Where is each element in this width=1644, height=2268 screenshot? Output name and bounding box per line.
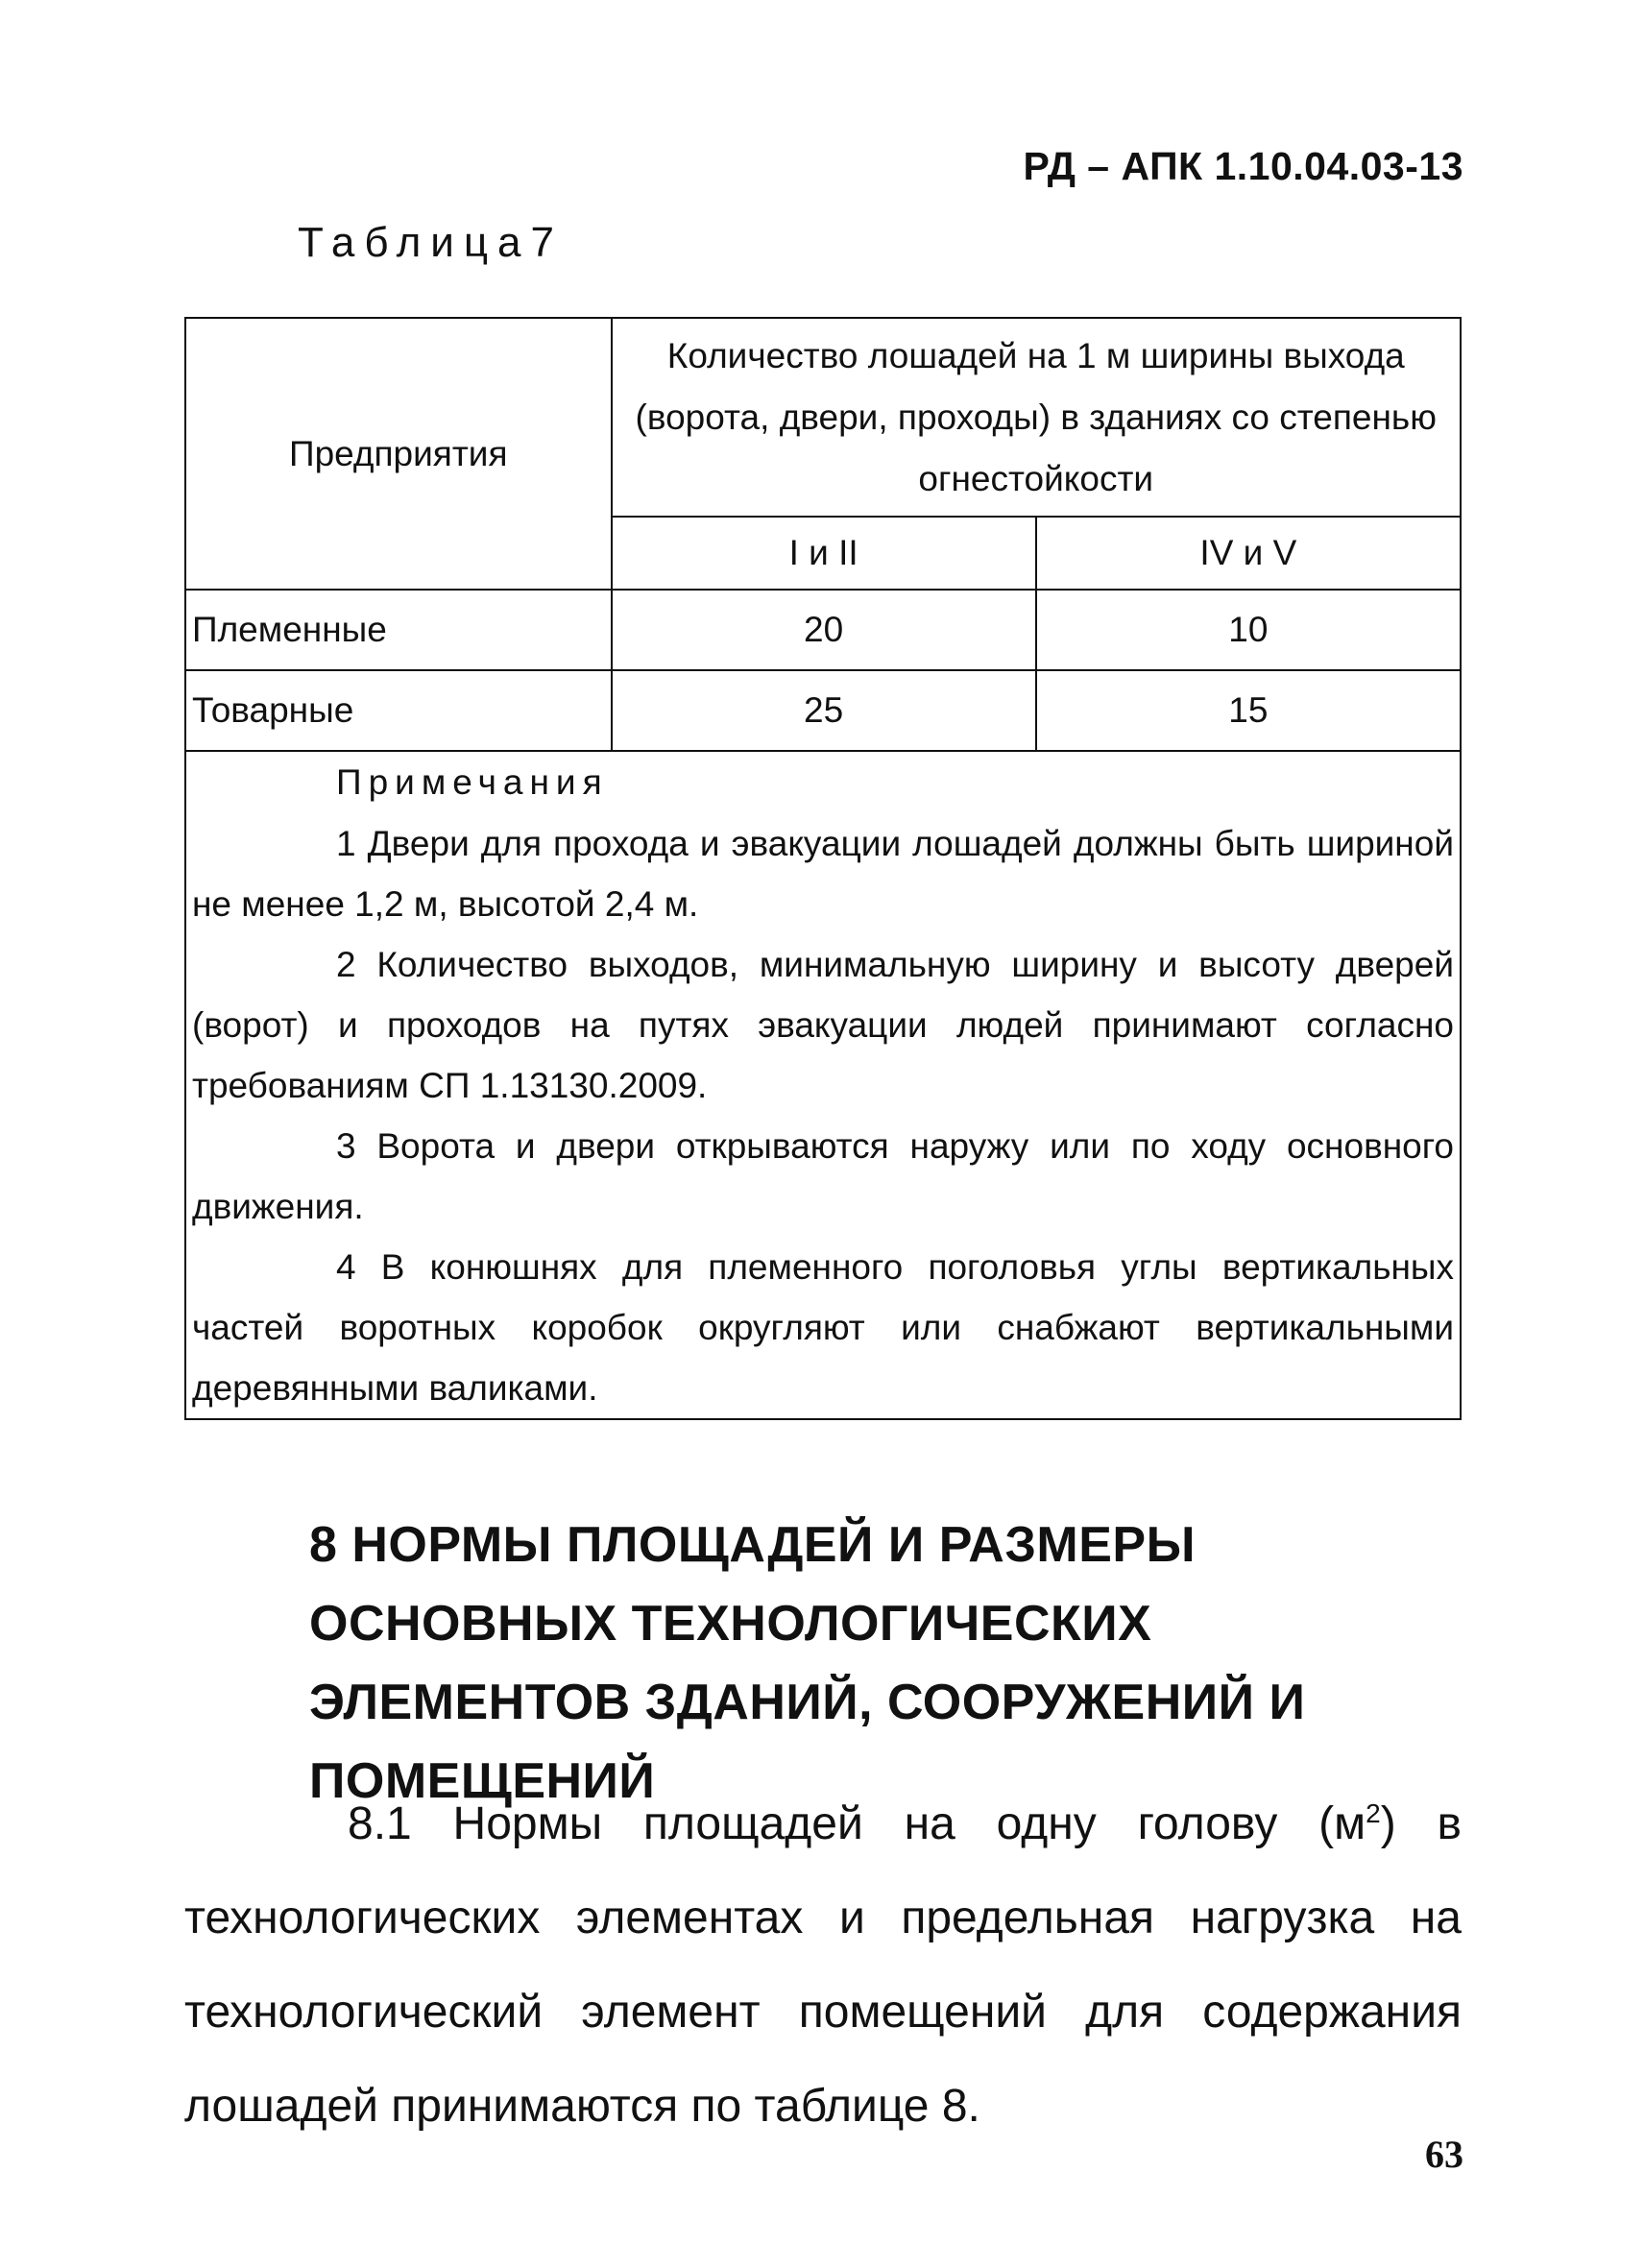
cell-value: 10 [1036, 590, 1461, 670]
header-horse-count: Количество лошадей на 1 м ширины выхода (ворота, двери, проходы) в зданиях со степенью огнестойкости [612, 318, 1462, 517]
table-row [185, 590, 1461, 670]
table-header-row [185, 318, 1461, 517]
notes-title: Примечания [336, 762, 609, 802]
header-fire-resistance-4-5: IV и V [1036, 517, 1461, 590]
cell-value: 25 [612, 670, 1036, 751]
note-item: 2 Количество выходов, минимальную ширину и высоту дверей (ворот) и проходов на путях эвакуации людей принимают согласно требованиям СП 1.13130.2009. [192, 945, 1454, 1105]
norms-table [184, 317, 1462, 1420]
header-enterprises: Предприятия [185, 318, 612, 590]
section-paragraph [184, 1767, 1462, 2154]
table-caption: Таблица7 [298, 219, 564, 266]
row-label: Товарные [185, 670, 612, 751]
cell-value: 20 [612, 590, 1036, 670]
table-row [185, 670, 1461, 751]
note-item: 1 Двери для прохода и эвакуации лошадей должны быть шириной не менее 1,2 м, высотой 2,4 м. [192, 824, 1454, 924]
paragraph-text-end: ) в технологических элементах и предельная нагрузка на технологический элемент помещений для содержания лошадей принимаются по таблице 8. [184, 1798, 1463, 2132]
page-number: 63 [1425, 2133, 1463, 2176]
notes-cell [185, 751, 1461, 1419]
header-fire-resistance-1-2: I и II [612, 517, 1036, 590]
note-item: 4 В конюшнях для племенного поголовья углы вертикальных частей воротных коробок округляют или снабжают вертикальными деревянными валиками. [192, 1247, 1454, 1408]
unit-superscript: 2 [1366, 1798, 1381, 1828]
notes-row [185, 751, 1461, 1419]
paragraph-text-start: 8.1 Нормы площадей на одну голову (м [348, 1798, 1366, 1849]
document-code: РД – АПК 1.10.04.03-13 [1023, 144, 1463, 188]
row-label: Племенные [185, 590, 612, 670]
note-item: 3 Ворота и двери открываются наружу или по ходу основного движения. [192, 1126, 1454, 1226]
section-heading: 8 НОРМЫ ПЛОЩАДЕЙ И РАЗМЕРЫ ОСНОВНЫХ ТЕХНОЛОГИЧЕСКИХ ЭЛЕМЕНТОВ ЗДАНИЙ, СООРУЖЕНИЙ И ПОМЕЩЕНИЙ [309, 1517, 1306, 1809]
cell-value: 15 [1036, 670, 1461, 751]
